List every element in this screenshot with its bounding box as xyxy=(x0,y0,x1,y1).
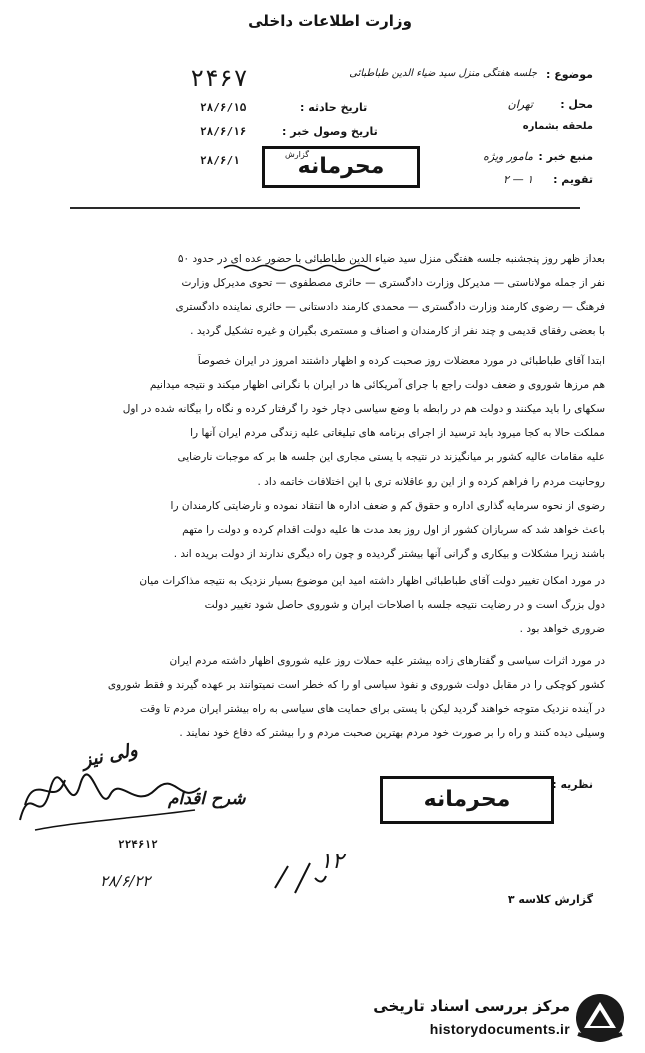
header-divider xyxy=(70,207,580,209)
report-body-line: هم مرزها شوروی و ضعف دولت راجع با جرای آمریکائی ها در ایران با نگرانی اظهار میکند و نتیجه میدانیم xyxy=(149,379,605,391)
archive-logo-icon xyxy=(570,990,630,1046)
evaluation-label: تقویم : xyxy=(553,173,593,186)
signature-line-number: ۲۲۴۶۱۲ xyxy=(118,838,158,851)
place-value: تهران xyxy=(507,98,533,111)
confidential-stamp-bottom: محرمانه xyxy=(380,776,554,824)
confidential-stamp-top: محرمانه xyxy=(262,146,420,188)
report-body-line: بعداز ظهر روز پنجشنبه جلسه هفتگی منزل سید ضیاء الدین طباطبائی با حضور عده ای در حدود ۵۰ xyxy=(177,253,605,265)
archive-label: گزارش کلاسه ۳ xyxy=(507,893,593,906)
report-body-line: کشور کوچکی را در مقابل دولت شوروی و نفوذ سیاسی او را که خطر است نمیتوانند بر عهده گیرند و فقط شوروی xyxy=(107,679,605,691)
report-body-line: در آینده نزدیک متوجه خواهند گردید لیکن با یستی برای حمایت های سیاسی به راه بیشتر ایران مردم تا وقت xyxy=(139,703,605,715)
opinion-label: نظریه : xyxy=(552,778,593,791)
receipt-date-label: تاریخ وصول خبر : xyxy=(282,125,378,138)
report-body-line: نفر از جمله مولاناستی — مدیرکل وزارت دادگستری — حائری مصطفوی — تحوی مدیرکل وزارت xyxy=(181,277,605,289)
report-body-line: سکهای را باید میکنند و دولت هم در رابطه با وضع سیاسی دچار خود را گرفتار کرده و نگاه را بیگانه شده در اول xyxy=(122,403,605,415)
receipt-date: ۲۸/۶/۱۶ xyxy=(200,125,247,138)
attach-label: ملحقه بشماره xyxy=(522,121,593,132)
report-body-line: مملکت حالا به کجا میرود باید ترسید از اجرای برنامه های تبلیغاتی علیه زندگی مردم ایران آنها را xyxy=(190,427,605,439)
report-body-line: علیه مقامات عالیه کشور بر میانگیزند در نتیجه با یستی مجاری این جلسه ها بر که موجبات نارضایی xyxy=(177,451,605,463)
subject-text: جلسه هفتگی منزل سید ضیاء الدین طباطبائی xyxy=(349,68,537,79)
report-body-line: ابتدا آقای طباطبائی در مورد معضلات روز صحبت کرده و اظهار داشتند امروز در ایران خصوصاً xyxy=(197,355,605,367)
evaluation-value: ۱ — ۲ xyxy=(503,173,533,186)
footer-org-name: مرکز بررسی اسناد تاریخی xyxy=(373,997,570,1015)
handwritten-date: ۲۸/۶/۲۲ xyxy=(100,872,151,890)
report-body-line: با بعضی رفقای قدیمی و چند نفر از کارمندان و اصناف و مستمری بگیران و غیره تشکیل گردید . xyxy=(190,325,605,337)
action-note: شرح اقدام xyxy=(168,789,246,809)
report-body-line: ضروری خواهد بود . xyxy=(519,623,605,635)
report-body-line: باعث خواهد شد که سربازان کشور از اول روز بعد مدت ها علیه دولت اقدام کرده و دولت را متهم xyxy=(182,524,605,536)
handwritten-numeral: ۱۲ xyxy=(320,849,344,874)
report-body-line: رضوی از نحوه سرمایه گذاری اداره و حقوق کم و ضعف اداره ها انتقاد نموده و نارضایتی کارمندان را xyxy=(170,500,605,512)
third-date: ۲۸/۶/۱ xyxy=(200,154,240,167)
signature-tick xyxy=(270,858,330,898)
subject-label: موضوع : xyxy=(546,68,593,81)
report-body-line: روحانیت مردم را فراهم کرده و از این رو عاقلانه تری با این اختلافات خاتمه داد . xyxy=(257,476,605,488)
event-date-label: تاریخ حادثه : xyxy=(300,101,368,114)
ministry-header: وزارت اطلاعات داخلی xyxy=(248,12,412,30)
handwritten-signature xyxy=(15,760,205,840)
report-body-line: وسیلی دیده کنند و راه را بر صورت خود مردم بهترین صحبت مردم و را بیشتر که دفاع خود نمایند . xyxy=(179,727,605,739)
place-label: محل : xyxy=(560,98,593,111)
received-label: گزارش xyxy=(285,150,310,159)
report-body-line: در مورد امکان تغییر دولت آقای طباطبائی اظهار داشته امید این موضوع بسیار نزدیک به نتیجه مذاکرات میان xyxy=(139,575,605,587)
margin-note: ولی نیز xyxy=(80,739,140,772)
report-body-line: باشند زیرا مشکلات و بیکاری و گرانی آنها بیشتر گردیده و چون راه دیگری ندارند از دولت بریده اند . xyxy=(173,548,605,560)
report-body-line: دول بزرگ است و در رضایت نتیجه جلسه با اصلاحات ایران و شوروی حاصل شود تغییر دولت xyxy=(204,599,605,611)
report-body-line: فرهنگ — رضوی کارمند وزارت دادگستری — محمدی کارمند دادستانی — حائری نماینده دادگستری xyxy=(175,301,605,313)
footer-url[interactable]: historydocuments.ir xyxy=(429,1021,570,1037)
event-date: ۲۸/۶/۱۵ xyxy=(200,101,247,114)
source-value: مامور ویژه xyxy=(483,150,533,163)
source-label: منبع خبر : xyxy=(538,150,593,163)
serial-number: ۲۴۶۷ xyxy=(190,64,248,92)
report-body-line: در مورد اثرات سیاسی و گفتارهای زاده بیشتر علیه حملات روز علیه شوروی اظهار داشته مردم ایران xyxy=(169,655,605,667)
